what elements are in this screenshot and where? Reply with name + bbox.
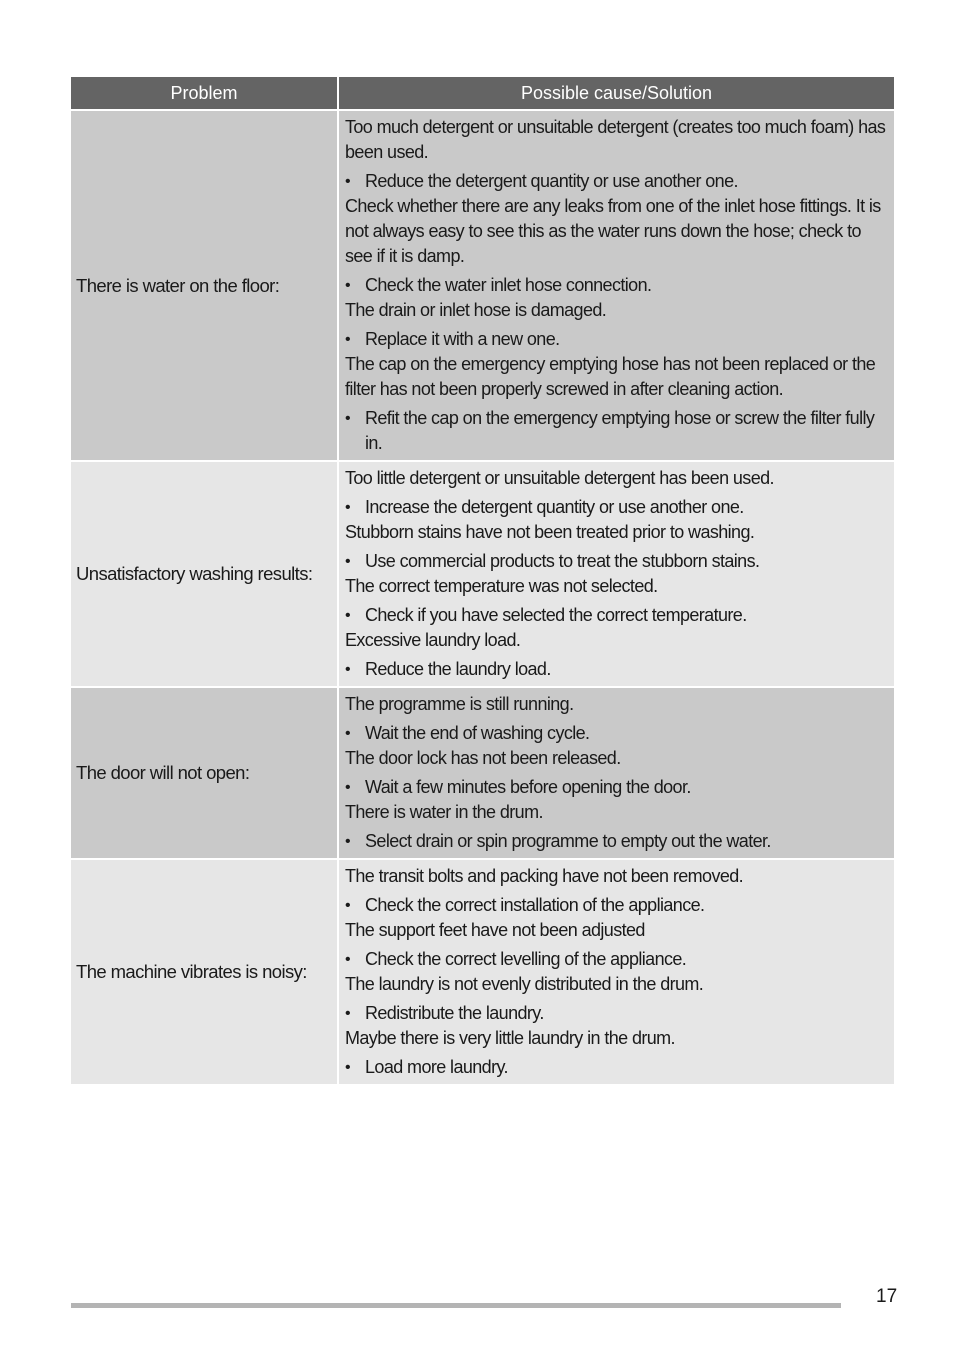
- cause-text: The laundry is not evenly distributed in the drum.: [345, 974, 704, 994]
- solution-item: [345, 273, 888, 298]
- problem-cell: [71, 462, 337, 686]
- solution-item: [345, 1055, 888, 1080]
- problem-text: The machine vibrates is noisy:: [76, 961, 307, 982]
- solution-item: [345, 495, 888, 520]
- cause-text: The door lock has not been released.: [345, 748, 621, 768]
- solution-text: Wait a few minutes before opening the door.: [365, 777, 691, 797]
- solution-cell: [339, 462, 894, 686]
- cause-text: The cap on the emergency emptying hose has not been replaced or the filter has not been properly screwed in after cleaning action.: [345, 354, 876, 399]
- bullet-icon: •: [345, 897, 351, 914]
- cause-text: Check whether there are any leaks from one of the inlet hose fittings. It is not always easy to see this as the water runs down the hose; check to see if it is damp.: [345, 196, 881, 266]
- bullet-icon: •: [345, 410, 351, 427]
- header-problem: Problem: [71, 77, 337, 109]
- solution-cell: [339, 111, 894, 460]
- solution-item: [345, 169, 888, 194]
- cause-text: Too much detergent or unsuitable detergent (creates too much foam) has been used.: [345, 117, 886, 162]
- problem-cell: [71, 688, 337, 858]
- solution-item: [345, 775, 888, 800]
- bullet-icon: •: [345, 725, 351, 742]
- solution-item: [345, 327, 888, 352]
- table-row: [71, 462, 894, 686]
- bullet-icon: •: [345, 499, 351, 516]
- solution-item: [345, 1001, 888, 1026]
- solution-text: Use commercial products to treat the stubborn stains.: [365, 551, 760, 571]
- solution-item: [345, 829, 888, 854]
- cause-text: Excessive laundry load.: [345, 630, 521, 650]
- bullet-icon: •: [345, 1005, 351, 1022]
- cause-text: The programme is still running.: [345, 694, 574, 714]
- solution-item: [345, 893, 888, 918]
- solution-text: Replace it with a new one.: [365, 329, 560, 349]
- table-row: [71, 860, 894, 1084]
- cause-text: The drain or inlet hose is damaged.: [345, 300, 607, 320]
- solution-text: Check the correct installation of the appliance.: [365, 895, 705, 915]
- bullet-icon: •: [345, 779, 351, 796]
- problem-text: There is water on the floor:: [76, 274, 280, 296]
- cause-text: There is water in the drum.: [345, 802, 543, 822]
- solution-text: Check the water inlet hose connection.: [365, 275, 652, 295]
- solution-text: Reduce the detergent quantity or use another one.: [365, 171, 738, 191]
- solution-cell: [339, 860, 894, 1084]
- solution-cell: [339, 688, 894, 858]
- problem-text: The door will not open:: [76, 762, 250, 783]
- solution-text: Increase the detergent quantity or use another one.: [365, 497, 744, 517]
- table-row: [71, 111, 894, 460]
- solution-item: [345, 549, 888, 574]
- solution-text: Check the correct levelling of the appliance.: [365, 949, 687, 969]
- solution-item: [345, 657, 888, 682]
- bullet-icon: •: [345, 173, 351, 190]
- cause-text: Maybe there is very little laundry in the drum.: [345, 1028, 675, 1048]
- page-number: 17: [876, 1286, 898, 1307]
- solution-text: Load more laundry.: [365, 1057, 508, 1077]
- bullet-icon: •: [345, 331, 351, 348]
- bullet-icon: •: [345, 833, 351, 850]
- solution-text: Redistribute the laundry.: [365, 1003, 544, 1023]
- cause-text: The support feet have not been adjusted: [345, 920, 645, 940]
- footer-divider: [71, 1303, 841, 1308]
- solution-item: [345, 721, 888, 746]
- solution-text: Select drain or spin programme to empty out the water.: [365, 831, 771, 851]
- table-body: [71, 111, 894, 1084]
- problem-cell: [71, 860, 337, 1084]
- solution-item: [345, 947, 888, 972]
- problem-cell: [71, 111, 337, 460]
- problem-text: Unsatisfactory washing results:: [76, 563, 313, 584]
- header-solution: Possible cause/Solution: [339, 77, 894, 109]
- solution-item: [345, 603, 888, 628]
- cause-text: The transit bolts and packing have not been removed.: [345, 866, 744, 886]
- solution-text: Reduce the laundry load.: [365, 659, 551, 679]
- cause-text: The correct temperature was not selected.: [345, 576, 658, 596]
- bullet-icon: •: [345, 951, 351, 968]
- bullet-icon: •: [345, 553, 351, 570]
- solution-text: Refit the cap on the emergency emptying hose or screw the filter fully in.: [365, 408, 875, 453]
- bullet-icon: •: [345, 661, 351, 678]
- solution-item: [345, 406, 888, 456]
- solution-text: Wait the end of washing cycle.: [365, 723, 590, 743]
- bullet-icon: •: [345, 1059, 351, 1076]
- table-row: [71, 688, 894, 858]
- table-header: [71, 77, 894, 109]
- bullet-icon: •: [345, 277, 351, 294]
- cause-text: Stubborn stains have not been treated prior to washing.: [345, 522, 755, 542]
- bullet-icon: •: [345, 607, 351, 624]
- troubleshooting-table: [71, 77, 894, 1084]
- solution-text: Check if you have selected the correct temperature.: [365, 605, 747, 625]
- cause-text: Too little detergent or unsuitable detergent has been used.: [345, 468, 774, 488]
